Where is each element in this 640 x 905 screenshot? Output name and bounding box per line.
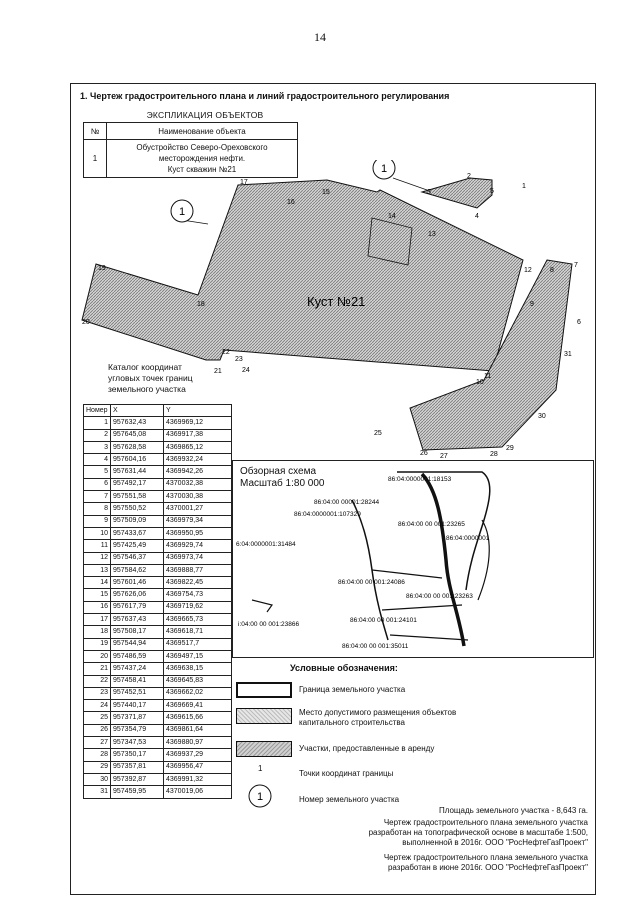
- coord-x: 957645,08: [111, 429, 164, 441]
- table-row: [84, 638, 232, 650]
- coord-y: 4369973,74: [164, 552, 232, 564]
- overview-label: 86:04:0000001:18153: [388, 476, 452, 483]
- table-row: [84, 724, 232, 736]
- catalog-title: [108, 362, 214, 395]
- point-label: 22: [222, 349, 230, 356]
- coord-number: 30: [84, 773, 111, 785]
- table-row: [84, 650, 232, 662]
- coord-number: 23: [84, 687, 111, 699]
- coord-number: 7: [84, 491, 111, 503]
- table-row: [84, 454, 232, 466]
- coord-number: 18: [84, 626, 111, 638]
- point-label: 28: [490, 451, 498, 458]
- point-label: 13: [428, 231, 436, 238]
- coord-x: 957550,52: [111, 503, 164, 515]
- coord-x: 957509,09: [111, 515, 164, 527]
- coord-y: 4369645,83: [164, 675, 232, 687]
- catalog-title-line: угловых точек границ: [108, 373, 193, 383]
- legend-points-symbol: 1: [258, 764, 263, 773]
- overview-title-line: Обзорная схема: [240, 466, 317, 477]
- point-label: 9: [530, 301, 534, 308]
- coord-number: 17: [84, 614, 111, 626]
- coord-number: 25: [84, 712, 111, 724]
- point-label: 24: [242, 367, 250, 374]
- coord-x: 957452,51: [111, 687, 164, 699]
- overview-label: 86:04:00 00 001:24086: [338, 579, 405, 586]
- table-row: [84, 515, 232, 527]
- point-label: 11: [484, 373, 492, 380]
- coord-number: 9: [84, 515, 111, 527]
- coord-y: 4369929,74: [164, 540, 232, 552]
- coord-y: 4369662,02: [164, 687, 232, 699]
- coord-x: 957347,53: [111, 737, 164, 749]
- footer-note-line: Чертеж градостроительного плана земельного участка: [383, 818, 588, 827]
- point-label: 14: [388, 213, 396, 220]
- coord-x: 957604,16: [111, 454, 164, 466]
- point-label: 20: [82, 319, 90, 326]
- coord-y: 4369888,77: [164, 564, 232, 576]
- coord-y: 4369822,45: [164, 577, 232, 589]
- table-row: [84, 429, 232, 441]
- coord-number: 21: [84, 663, 111, 675]
- overview-label: 6:04:0000001:31484: [236, 541, 296, 548]
- overview-label: 86:04:0000001:107329: [294, 511, 361, 518]
- coord-x: 957551,58: [111, 491, 164, 503]
- coord-y: 4369497,15: [164, 650, 232, 662]
- coord-number: 15: [84, 589, 111, 601]
- point-label: 5: [490, 188, 494, 195]
- point-label: 10: [476, 379, 484, 386]
- overview-label: 86:04:00 00 001:23265: [398, 521, 465, 528]
- table-row: [84, 552, 232, 564]
- table-row: [84, 589, 232, 601]
- coord-x: 957371,87: [111, 712, 164, 724]
- coord-x: 957628,58: [111, 441, 164, 453]
- coord-x: 957350,17: [111, 749, 164, 761]
- coord-x: 957486,59: [111, 650, 164, 662]
- coord-x: 957631,44: [111, 466, 164, 478]
- coord-y: 4369937,29: [164, 749, 232, 761]
- coord-x: 957440,17: [111, 700, 164, 712]
- coord-y: 4370001,27: [164, 503, 232, 515]
- legend-capital-symbol: [236, 708, 292, 724]
- explication-row-num: 1: [84, 140, 107, 178]
- table-row: [84, 675, 232, 687]
- coord-x: 957357,81: [111, 761, 164, 773]
- coord-y: 4369880,97: [164, 737, 232, 749]
- coord-number: 6: [84, 478, 111, 490]
- table-row: [84, 761, 232, 773]
- point-label: 16: [287, 199, 295, 206]
- table-row: [84, 700, 232, 712]
- table-row: [84, 441, 232, 453]
- explication-title: ЭКСПЛИКАЦИЯ ОБЪЕКТОВ: [146, 110, 264, 120]
- coord-y: 4369615,66: [164, 712, 232, 724]
- overview-title-line: Масштаб 1:80 000: [240, 478, 325, 489]
- coord-number: 12: [84, 552, 111, 564]
- table-row: [84, 737, 232, 749]
- coordinates-table: [83, 404, 232, 799]
- coord-x: 957617,79: [111, 601, 164, 613]
- coord-number: 10: [84, 527, 111, 539]
- point-label: 1: [522, 183, 526, 190]
- coord-number: 22: [84, 675, 111, 687]
- footer-note-line: разработан на топографической основе в масштабе 1:500,: [368, 828, 588, 837]
- coord-y: 4369979,34: [164, 515, 232, 527]
- point-label: 31: [564, 351, 572, 358]
- coord-y: 4369618,71: [164, 626, 232, 638]
- coord-y: 4370030,38: [164, 491, 232, 503]
- footer-note-2: [384, 853, 588, 873]
- footer-note-line: разработан в июне 2016г. ООО "РосНефтеГазПроект": [387, 863, 588, 872]
- point-label: 7: [574, 262, 578, 269]
- catalog-title-line: земельного участка: [108, 384, 186, 394]
- table-row: [84, 601, 232, 613]
- coord-number: 2: [84, 429, 111, 441]
- overview-label: 86:04:00 00 001:35011: [342, 643, 409, 650]
- footer-note-line: Чертеж градостроительного плана земельного участка: [383, 853, 588, 862]
- footer-note-1: [369, 818, 588, 848]
- coord-y: 4369517,7: [164, 638, 232, 650]
- explication-name-line: месторождения нефти.: [158, 154, 246, 163]
- legend-boundary-text: Граница земельного участка: [299, 685, 406, 694]
- coord-x: 957632,43: [111, 417, 164, 429]
- point-label: 19: [98, 265, 106, 272]
- point-label: 25: [374, 430, 382, 437]
- point-label: 23: [235, 356, 243, 363]
- coord-y: 4369917,38: [164, 429, 232, 441]
- overview-cadastral-labels: [236, 476, 490, 650]
- coord-y: 4369942,26: [164, 466, 232, 478]
- point-label: 12: [524, 267, 532, 274]
- explication-name-line: Обустройство Северо-Ореховского: [136, 143, 268, 152]
- point-label: 3: [427, 189, 431, 196]
- coord-x: 957392,87: [111, 773, 164, 785]
- drawing-header: 1. Чертеж градостроительного плана и линий градостроительного регулирования: [80, 91, 450, 101]
- legend-plot-symbol: [248, 784, 272, 808]
- coord-y: 4369865,12: [164, 441, 232, 453]
- table-row: [84, 786, 232, 798]
- overview-label: 86:04:00 00 001:23263: [406, 593, 473, 600]
- coord-y: 4369932,24: [164, 454, 232, 466]
- table-row: [84, 663, 232, 675]
- explication-col-num: №: [84, 123, 107, 140]
- catalog-title-line: Каталог координат: [108, 362, 182, 372]
- plot-area: Площадь земельного участка - 8,643 га.: [438, 806, 588, 815]
- coord-number: 16: [84, 601, 111, 613]
- coord-x: 957626,06: [111, 589, 164, 601]
- page-number: 14: [314, 30, 326, 44]
- plot-marker-label: 1: [178, 206, 186, 218]
- point-label: 27: [440, 453, 448, 460]
- coords-col-y: Y: [164, 405, 232, 417]
- coord-y: 4369956,47: [164, 761, 232, 773]
- coord-number: 3: [84, 441, 111, 453]
- overview-label: 86:04:00 00001:28244: [314, 499, 380, 506]
- coord-number: 11: [84, 540, 111, 552]
- coord-y: 4369665,73: [164, 614, 232, 626]
- overview-title: [240, 466, 325, 490]
- coords-col-number: Номер: [84, 405, 111, 417]
- coord-number: 8: [84, 503, 111, 515]
- legend-capital-line: Место допустимого размещения объектов: [299, 708, 457, 717]
- point-label: 30: [538, 413, 546, 420]
- coord-x: 957584,62: [111, 564, 164, 576]
- coord-x: 957459,95: [111, 786, 164, 798]
- legend-capital-line: капитального строительства: [299, 718, 405, 727]
- coord-x: 957601,46: [111, 577, 164, 589]
- coord-x: 957354,79: [111, 724, 164, 736]
- coord-number: 24: [84, 700, 111, 712]
- table-row: [84, 577, 232, 589]
- coord-number: 29: [84, 761, 111, 773]
- legend-lease-symbol: [236, 741, 292, 757]
- coord-y: 4369638,15: [164, 663, 232, 675]
- footer-note-line: выполненной в 2016г. ООО "РосНефтеГазПроект": [402, 838, 588, 847]
- coord-x: 957458,41: [111, 675, 164, 687]
- point-label: 21: [214, 368, 222, 375]
- coord-x: 957508,17: [111, 626, 164, 638]
- coord-number: 5: [84, 466, 111, 478]
- coord-number: 26: [84, 724, 111, 736]
- overview-label: i:04:00 00 001:23866: [238, 621, 300, 628]
- legend-lease-text: Участки, предоставленные в аренду: [299, 744, 435, 753]
- coord-x: 957546,37: [111, 552, 164, 564]
- coord-x: 957637,43: [111, 614, 164, 626]
- coord-x: 957437,24: [111, 663, 164, 675]
- table-row: [84, 773, 232, 785]
- table-row: [84, 712, 232, 724]
- coord-x: 957544,94: [111, 638, 164, 650]
- coord-number: 31: [84, 786, 111, 798]
- legend-capital-text: [299, 708, 456, 728]
- point-label: 18: [197, 301, 205, 308]
- coord-y: 4369950,95: [164, 527, 232, 539]
- legend-title: Условные обозначения:: [290, 663, 398, 673]
- table-row: [84, 614, 232, 626]
- legend-boundary-symbol: [236, 682, 292, 698]
- table-row: [84, 749, 232, 761]
- table-row: [84, 466, 232, 478]
- point-label: 2: [467, 173, 471, 180]
- table-row: [84, 626, 232, 638]
- coord-y: 4369719,62: [164, 601, 232, 613]
- coord-y: 4369991,32: [164, 773, 232, 785]
- coord-y: 4369861,64: [164, 724, 232, 736]
- pad-label: Куст №21: [307, 294, 366, 309]
- coord-y: 4369969,12: [164, 417, 232, 429]
- coord-x: 957425,49: [111, 540, 164, 552]
- point-label: 6: [577, 319, 581, 326]
- plot-marker-label: 1: [380, 163, 388, 175]
- coord-number: 20: [84, 650, 111, 662]
- point-label: 29: [506, 445, 514, 452]
- table-row: [84, 503, 232, 515]
- coord-number: 27: [84, 737, 111, 749]
- explication-col-name: Наименование объекта: [107, 123, 298, 140]
- point-label: 15: [322, 189, 330, 196]
- table-row: [84, 417, 232, 429]
- legend-points-text: Точки координат границы: [299, 769, 394, 778]
- coords-col-x: X: [111, 405, 164, 417]
- coord-number: 1: [84, 417, 111, 429]
- coord-y: 4370019,06: [164, 786, 232, 798]
- coord-number: 19: [84, 638, 111, 650]
- point-label: 17: [240, 179, 248, 186]
- overview-label: 86:04:00 00 001:24101: [350, 617, 417, 624]
- table-row: [84, 491, 232, 503]
- explication-name-line: Куст скважин №21: [167, 165, 237, 174]
- land-plot-main: [82, 180, 523, 371]
- table-row: [84, 540, 232, 552]
- point-label: 26: [420, 450, 428, 457]
- overview-label: 86:04:0000001: [446, 535, 490, 542]
- coord-x: 957433,67: [111, 527, 164, 539]
- coord-y: 4370032,38: [164, 478, 232, 490]
- table-row: [84, 564, 232, 576]
- coord-number: 13: [84, 564, 111, 576]
- legend-plot-symbol-label: 1: [256, 791, 264, 803]
- coord-number: 4: [84, 454, 111, 466]
- table-row: [84, 478, 232, 490]
- coord-y: 4369754,73: [164, 589, 232, 601]
- table-row: [84, 687, 232, 699]
- coord-y: 4369669,41: [164, 700, 232, 712]
- legend-plot-text: Номер земельного участка: [299, 795, 400, 804]
- coord-number: 28: [84, 749, 111, 761]
- table-row: [84, 527, 232, 539]
- point-label: 8: [550, 267, 554, 274]
- coord-number: 14: [84, 577, 111, 589]
- coord-x: 957492,17: [111, 478, 164, 490]
- land-plot-small: [422, 178, 492, 208]
- point-label: 4: [475, 213, 479, 220]
